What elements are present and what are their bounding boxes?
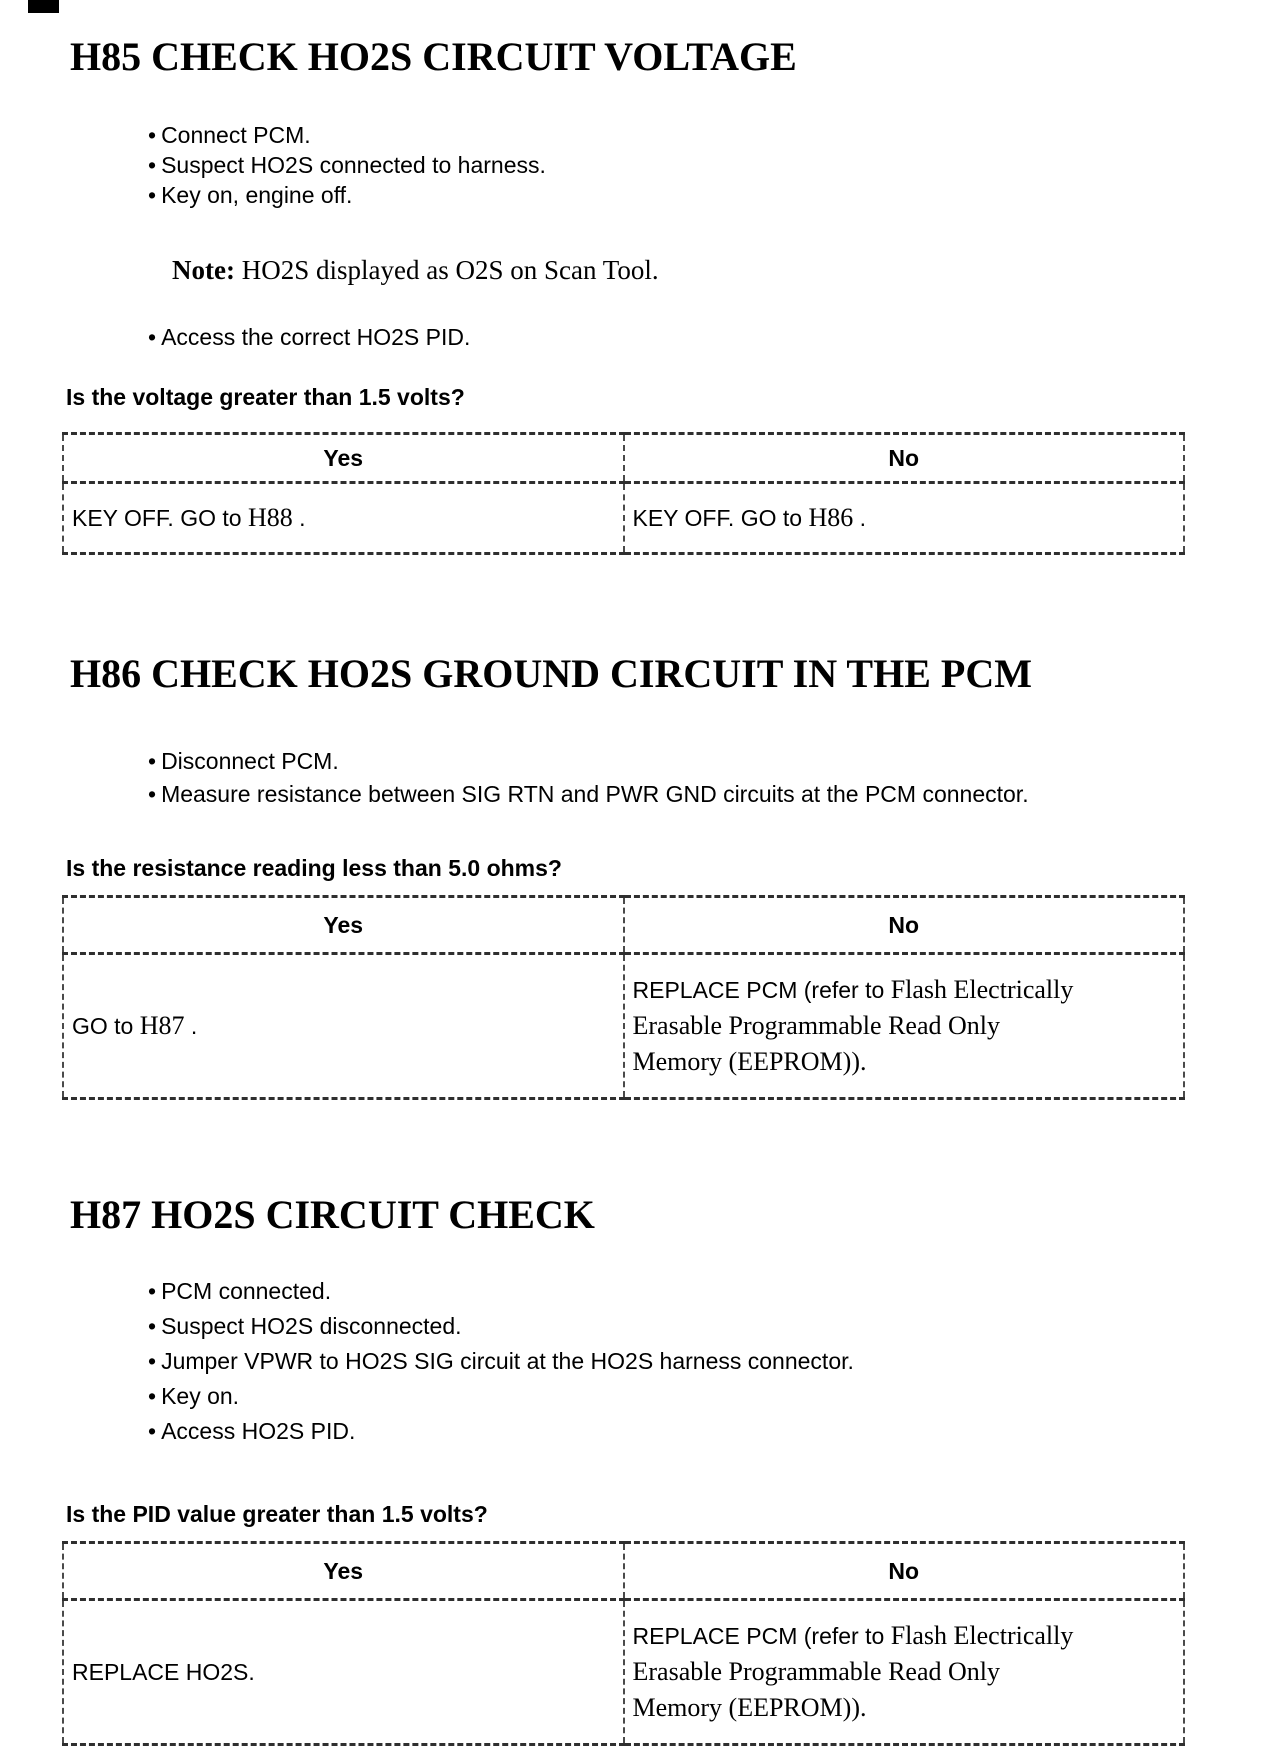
action-text: ). [851, 1693, 867, 1722]
section-h86 [0, 651, 1264, 1100]
list-item [148, 1274, 1264, 1309]
list-item [148, 1379, 1264, 1414]
table-header-yes: Yes [63, 1543, 624, 1600]
bullet-icon [148, 1414, 156, 1449]
list-item-text: Measure resistance between SIG RTN and PWR GND circuits at the PCM connector. [161, 781, 1029, 807]
section-h85 [0, 0, 1264, 555]
table-cell-no [624, 954, 1185, 1099]
table-header-yes: Yes [63, 897, 624, 954]
section-h87 [0, 1192, 1264, 1746]
table-cell-yes [63, 954, 624, 1099]
table-header-row [63, 897, 1184, 954]
bullet-icon [148, 322, 156, 352]
decision-table [62, 432, 1185, 555]
list-item-text: Key on. [161, 1383, 240, 1409]
note [172, 254, 1264, 286]
table-row [63, 1600, 1184, 1745]
table-header-no: No [624, 434, 1185, 483]
action-text: REPLACE PCM (refer to [632, 977, 891, 1003]
bullet-icon [148, 1274, 156, 1309]
bullet-icon [148, 1379, 156, 1414]
reference-link[interactable]: Flash Electrically Erasable Programmable Read Only Memory (EEPROM) [632, 975, 1074, 1076]
bullet-list [0, 745, 1264, 811]
note-label: Note: [172, 255, 235, 285]
list-item [148, 1309, 1264, 1344]
list-item-text: PCM connected. [161, 1278, 332, 1304]
list-item [148, 778, 1264, 811]
table-cell-no [624, 1600, 1185, 1745]
list-item-text: Disconnect PCM. [161, 748, 339, 774]
action-text: . [853, 505, 867, 531]
table-cell-yes [63, 483, 624, 554]
bullet-list [0, 120, 1264, 210]
bullet-icon [148, 120, 156, 150]
list-item-text: Suspect HO2S disconnected. [161, 1313, 462, 1339]
list-item [148, 150, 1264, 180]
action-text: REPLACE HO2S. [72, 1659, 255, 1685]
bullet-icon [148, 180, 156, 210]
list-item [148, 120, 1264, 150]
list-item [148, 745, 1264, 778]
action-text: KEY OFF. GO to [72, 505, 248, 531]
bullet-list [0, 322, 1264, 352]
table-header-row [63, 434, 1184, 483]
step-link[interactable]: H86 [808, 503, 854, 532]
question: Is the PID value greater than 1.5 volts? [66, 1501, 488, 1527]
section-title: H85 CHECK HO2S CIRCUIT VOLTAGE [70, 34, 797, 79]
action-text: . [292, 505, 306, 531]
table-header-no: No [624, 1543, 1185, 1600]
question: Is the resistance reading less than 5.0 ohms? [66, 855, 562, 881]
bullet-icon [148, 778, 156, 811]
section-title: H87 HO2S CIRCUIT CHECK [70, 1192, 595, 1237]
bullet-icon [148, 745, 156, 778]
table-row [63, 483, 1184, 554]
table-header-yes: Yes [63, 434, 624, 483]
action-text: GO to [72, 1013, 140, 1039]
action-text: ). [851, 1047, 867, 1076]
decision-table [62, 895, 1185, 1100]
list-item-text: Jumper VPWR to HO2S SIG circuit at the HO2S harness connector. [161, 1348, 854, 1374]
decision-table [62, 1541, 1185, 1746]
list-item-text: Suspect HO2S connected to harness. [161, 152, 546, 178]
step-link[interactable]: H87 [139, 1011, 185, 1040]
list-item-text: Key on, engine off. [161, 182, 353, 208]
list-item-text: Access the correct HO2S PID. [161, 324, 471, 350]
action-text: . [184, 1013, 198, 1039]
action-text: REPLACE PCM (refer to [632, 1623, 891, 1649]
bullet-icon [148, 1309, 156, 1344]
list-item-text: Access HO2S PID. [161, 1418, 356, 1444]
table-header-no: No [624, 897, 1185, 954]
bullet-list [0, 1274, 1264, 1449]
list-item [148, 180, 1264, 210]
bullet-icon [148, 1344, 156, 1379]
list-item-text: Connect PCM. [161, 122, 311, 148]
reference-link[interactable]: Flash Electrically Erasable Programmable Read Only Memory (EEPROM) [632, 1621, 1074, 1722]
table-cell-no [624, 483, 1185, 554]
note-text: HO2S displayed as O2S on Scan Tool. [234, 255, 659, 285]
section-title: H86 CHECK HO2S GROUND CIRCUIT IN THE PCM [70, 651, 1032, 696]
page-corner-artifact [28, 0, 59, 13]
table-cell-yes [63, 1600, 624, 1745]
list-item [148, 1344, 1264, 1379]
table-header-row [63, 1543, 1184, 1600]
action-text-wrap [633, 972, 1078, 1080]
action-text: KEY OFF. GO to [632, 505, 809, 531]
step-link[interactable]: H88 [247, 503, 293, 532]
table-row [63, 954, 1184, 1099]
question: Is the voltage greater than 1.5 volts? [66, 384, 465, 410]
list-item [148, 1414, 1264, 1449]
list-item [148, 322, 1264, 352]
bullet-icon [148, 150, 156, 180]
action-text-wrap [633, 1618, 1078, 1726]
